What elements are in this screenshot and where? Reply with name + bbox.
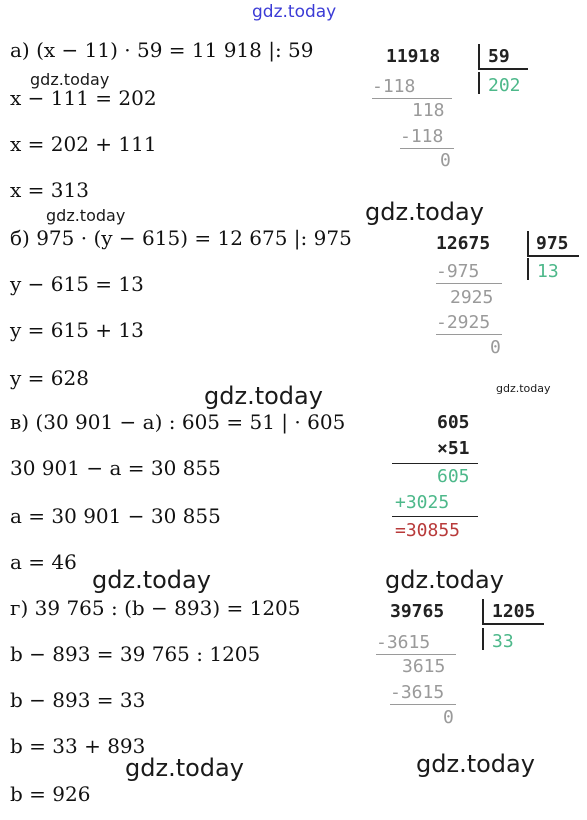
division-a-remainder: 118	[412, 100, 445, 121]
problem-v-answer: a = 46	[10, 550, 77, 574]
problem-g-step: b − 893 = 39 765 : 1205	[10, 642, 261, 666]
division-a-remainder: 0	[440, 150, 451, 171]
division-b-divider	[527, 258, 529, 280]
division-b-divider	[527, 231, 529, 255]
watermark: gdz.today	[46, 206, 126, 225]
division-b-subtrahend: -2925	[436, 312, 491, 333]
division-b-quotient: 13	[537, 261, 559, 282]
division-g-line	[376, 654, 456, 655]
division-b-divisor: 975	[536, 233, 569, 254]
division-b-dividend: 12675	[436, 233, 491, 254]
division-a-quotient: 202	[488, 75, 521, 96]
division-g-bar	[482, 623, 544, 625]
multiplication-v-line	[392, 463, 478, 464]
division-g-subtrahend: -3615	[376, 632, 431, 653]
multiplication-v-line	[392, 516, 478, 517]
division-g-quotient: 33	[492, 631, 514, 652]
division-g-subtrahend: -3615	[390, 682, 445, 703]
watermark: gdz.today	[92, 566, 211, 594]
problem-g-step: b = 33 + 893	[10, 734, 146, 758]
problem-a-answer: x = 313	[10, 178, 89, 202]
division-a-bar	[478, 68, 528, 70]
division-a-line	[400, 148, 454, 149]
division-g-remainder: 0	[443, 707, 454, 728]
problem-v-step: a = 30 901 − 30 855	[10, 504, 221, 528]
division-a-subtrahend: -118	[400, 126, 444, 147]
division-g-line	[390, 704, 456, 705]
division-g-divider	[482, 599, 484, 623]
watermark: gdz.today	[496, 382, 551, 395]
division-a-dividend: 11918	[386, 46, 441, 67]
problem-v-statement: в) (30 901 − a) : 605 = 51 | · 605	[10, 410, 346, 434]
watermark: gdz.today	[416, 750, 535, 778]
watermark-top: gdz.today	[252, 2, 337, 22]
problem-g-step: b − 893 = 33	[10, 688, 146, 712]
division-b-remainder: 0	[490, 337, 501, 358]
problem-b-step: y − 615 = 13	[10, 272, 144, 296]
division-g-divisor: 1205	[492, 601, 536, 622]
division-a-divider	[478, 44, 480, 68]
problem-g-answer: b = 926	[10, 782, 91, 806]
watermark: gdz.today	[204, 382, 323, 410]
division-b-line	[436, 283, 502, 284]
problem-a-statement: а) (x − 11) · 59 = 11 918 |: 59	[10, 38, 314, 62]
division-b-subtrahend: -975	[436, 261, 480, 282]
problem-b-statement: б) 975 · (y − 615) = 12 675 |: 975	[10, 226, 352, 250]
multiplication-v-top: 605	[437, 412, 470, 433]
watermark: gdz.today	[30, 70, 110, 89]
division-a-divider	[478, 72, 480, 94]
multiplication-v-partial: +3025	[395, 492, 450, 513]
watermark: gdz.today	[385, 566, 504, 594]
division-g-dividend: 39765	[390, 601, 445, 622]
problem-a-step: x = 202 + 111	[10, 132, 157, 156]
watermark: gdz.today	[365, 198, 484, 226]
division-a-subtrahend: -118	[372, 76, 416, 97]
watermark: gdz.today	[125, 754, 244, 782]
division-g-remainder: 3615	[402, 656, 446, 677]
multiplication-v-result: =30855	[395, 520, 461, 541]
division-a-line	[372, 98, 452, 99]
division-b-remainder: 2925	[450, 287, 494, 308]
multiplication-v-multiplier: ×51	[437, 438, 470, 459]
division-g-divider	[482, 628, 484, 650]
problem-b-step: y = 615 + 13	[10, 318, 144, 342]
problem-g-statement: г) 39 765 : (b − 893) = 1205	[10, 596, 301, 620]
problem-a-step: x − 111 = 202	[10, 86, 157, 110]
division-b-line	[436, 334, 502, 335]
problem-v-step: 30 901 − a = 30 855	[10, 456, 221, 480]
problem-b-answer: y = 628	[10, 366, 89, 390]
division-b-bar	[527, 255, 579, 257]
multiplication-v-partial: 605	[437, 466, 470, 487]
division-a-divisor: 59	[488, 46, 510, 67]
